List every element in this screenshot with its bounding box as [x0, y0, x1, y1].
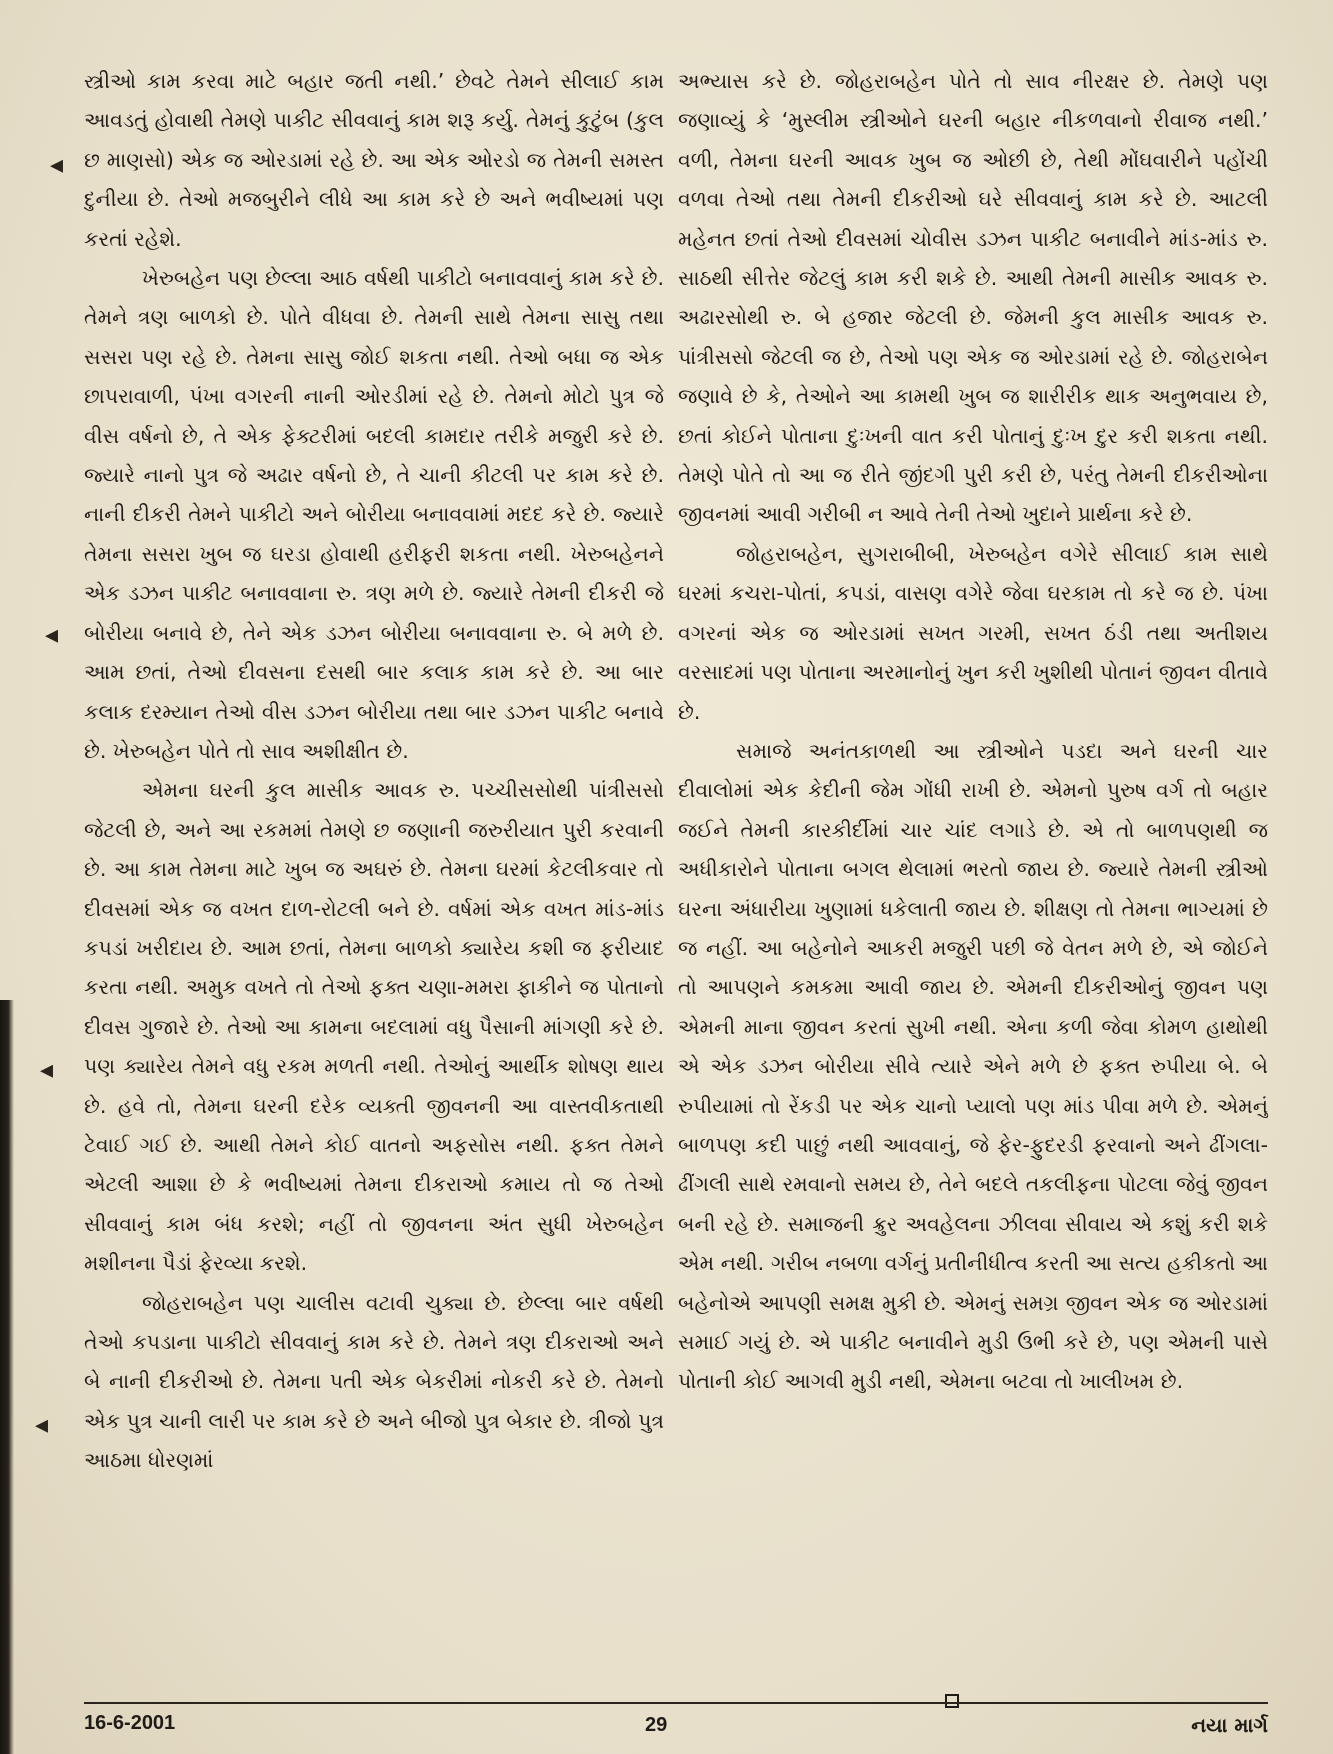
paragraph: એમના ઘરની કુલ માસીક આવક રુ. પચ્ચીસસોથી પાંત્રીસસો જેટલી છે, અને આ રકમમાં તેમણે છ જણાની જરુરીયાત પુરી કરવાની છે. આ કામ તેમના માટે ખુબ જ અઘરું છે. તેમના ઘરમાં કેટલીકવાર તો દીવસમાં એક જ વખત દાળ-રોટલી બને છે. વર્ષમાં એક વખત માંડ-માંડ કપડાં ખરીદાય છે. આમ છતાં, તેમના બાળકો ક્યારેય કશી જ ફરીયાદ કરતા નથી. અમુક વખતે તો તેઓ ફક્ત ચણા-મમરા ફાકીને જ પોતાનો દીવસ ગુજારે છે. તેઓ આ કામના બદલામાં વધુ પૈસાની માંગણી કરે છે. પણ ક્યારેય તેમને વધુ રકમ મળતી નથી. તેઓનું આર્થીક શોષણ થાય છે. હવે તો, તેમના ઘરની દરેક વ્યક્તી જીવનની આ વાસ્તવીકતાથી ટેવાઈ ગઈ છે. આથી તેમને કોઈ વાતનો અફસોસ નથી. ફક્ત તેમને એટલી આશા છે કે ભવીષ્યમાં તેમના દીકરાઓ કમાય તો જ તેઓ સીવવાનું કામ બંધ કરશે; નહીં તો જીવનના અંત સુધી ખેરુબહેન મશીનના પૈડાં ફેરવ્યા કરશે.	[84, 778, 664, 1276]
page-number: 29	[645, 1714, 668, 1736]
paragraph: અભ્યાસ કરે છે. જોહરાબહેન પોતે તો સાવ નીરક્ષર છે. તેમણે પણ જણાવ્યું કે ‘મુસ્લીમ સ્ત્રીઓને ઘરની બહાર નીકળવાનો રીવાજ નથી.’ વળી, તેમના ઘરની આવક ખુબ જ ઓછી છે, તેથી મોંઘવારીને પહોંચી વળવા તેઓ તથા તેમની દીકરીઓ ઘરે સીવવાનું કામ કરે છે. આટલી મહેનત છતાં તેઓ દીવસમાં ચોવીસ ડઝન પાકીટ બનાવીને માંડ-માંડ રુ. સાઠથી સીત્તેર જેટલું કામ કરી શકે છે. આથી તેમની માસીક આવક રુ. અઢારસોથી રુ. બે હજાર જેટલી છે. જેમની કુલ માસીક આવક રુ. પાંત્રીસસો જેટલી જ છે, તેઓ પણ એક જ ઓરડામાં રહે છે. જોહરાબેન જણાવે છે કે, તેઓને આ કામથી ખુબ જ શારીરીક થાક અનુભવાય છે, છતાં કોઈને પોતાના દુઃખની વાત કરી પોતાનું દુઃખ દુર કરી શકતા નથી. તેમણે પોતે તો આ જ રીતે જીંદગી પુરી કરી છે, પરંતુ તેમની દીકરીઓના જીવનમાં આવી ગરીબી ન આવે તેની તેઓ ખુદાને પ્રાર્થના કરે છે.	[678, 69, 1268, 527]
binding-shadow	[0, 1000, 14, 1754]
paragraph: ખેરુબહેન પણ છેલ્લા આઠ વર્ષથી પાકીટો બનાવવાનું કામ કરે છે. તેમને ત્રણ બાળકો છે. પોતે વીધવા છે. તેમની સાથે તેમના સાસુ તથા સસરા પણ રહે છે. તેમના સાસુ જોઈ શકતા નથી. તેઓ બધા જ એક છાપરાવાળી, પંખા વગરની નાની ઓરડીમાં રહે છે. તેમનો મોટો પુત્ર જે વીસ વર્ષનો છે, તે એક ફેક્ટરીમાં બદલી કામદાર તરીકે મજુરી કરે છે. જ્યારે નાનો પુત્ર જે અઢાર વર્ષનો છે, તે ચાની કીટલી પર કામ કરે છે. નાની દીકરી તેમને પાકીટો અને બોરીયા બનાવવામાં મદદ કરે છે. જ્યારે તેમના સસરા ખુબ જ ઘરડા હોવાથી હરીફરી શકતા નથી. ખેરુબહેનને એક ડઝન પાકીટ બનાવવાના રુ. ત્રણ મળે છે. જ્યારે તેમની દીકરી જે બોરીયા બનાવે છે, તેને એક ડઝન બોરીયા બનાવવાના રુ. બે મળે છે. આમ છતાં, તેઓ દીવસના દસથી બાર કલાક કામ કરે છે. આ બાર કલાક દરમ્યાન તેઓ વીસ ડઝન બોરીયા તથા બાર ડઝન પાકીટ બનાવે છે. ખેરુબહેન પોતે તો સાવ અશીક્ષીત છે.	[84, 266, 664, 763]
punch-hole-mark: ◂	[35, 1410, 49, 1440]
paragraph: જોહરાબહેન પણ ચાલીસ વટાવી ચુક્યા છે. છેલ્લા બાર વર્ષથી તેઓ કપડાના પાકીટો સીવવાનું કામ કરે છે. તેમને ત્રણ દીકરાઓ અને બે નાની દીકરીઓ છે. તેમના પતી એક બેકરીમાં નોકરી કરે છે. તેમનો એક પુત્ર ચાની લારી પર કામ કરે છે અને બીજો પુત્ર બેકાર છે. ત્રીજો પુત્ર આઠમા ધોરણમાં	[84, 1290, 664, 1473]
article-end-mark-icon	[945, 1694, 959, 1708]
punch-hole-mark: ◂	[50, 150, 64, 180]
paragraph: સ્ત્રીઓ કામ કરવા માટે બહાર જતી નથી.’ છેવટે તેમને સીલાઈ કામ આવડતું હોવાથી તેમણે પાકીટ સીવવાનું કામ શરૂ કર્યુ. તેમનું કુટુંબ (કુલ છ માણસો) એક જ ઓરડામાં રહે છે. આ એક ઓરડો જ તેમની સમસ્ત દુનીયા છે. તેઓ મજબુરીને લીધે આ કામ કરે છે અને ભવીષ્યમાં પણ કરતાં રહેશે.	[84, 69, 664, 251]
paragraph: સમાજે અનંતકાળથી આ સ્ત્રીઓને પડદા અને ઘરની ચાર દીવાલોમાં એક કેદીની જેમ ગોંધી રાખી છે. એમનો પુરુષ વર્ગ તો બહાર જઈને તેમની કારકીર્દીમાં ચાર ચાંદ લગાડે છે. એ તો બાળપણથી જ અધીકારોને પોતાના બગલ થેલામાં ભરતો જાય છે. જ્યારે તેમની સ્ત્રીઓ ઘરના અંધારીયા ખુણામાં ધકેલાતી જાય છે. શીક્ષણ તો તેમના ભાગ્યમાં છે જ નહીં. આ બહેનોને આકરી મજુરી પછી જે વેતન મળે છે, એ જોઈને તો આપણને કમકમા આવી જાય છે. એમની દીકરીઓનું જીવન પણ એમની માના જીવન કરતાં સુખી નથી. એના કળી જેવા કોમળ હાથોથી એ એક ડઝન બોરીયા સીવે ત્યારે એને મળે છે ફક્ત રુપીયા બે. બે રુપીયામાં તો રેંકડી પર એક ચાનો પ્યાલો પણ માંડ પીવા મળે છે. એમનું બાળપણ કદી પાછું નથી આવવાનું, જે ફેર-ફુદરડી ફરવાનો અને ઢીંગલા-ઢીંગલી સાથે રમવાનો સમય છે, તેને બદલે તકલીફના પોટલા જેવું જીવન બની રહે છે. સમાજની ક્રુર અવહેલના ઝીલવા સીવાય એ કશું કરી શકે એમ નથી. ગરીબ નબળા વર્ગનું પ્રતીનીધીત્વ કરતી આ સત્ય હકીકતો આ બહેનોએ આપણી સમક્ષ મુકી છે. એમનું સમગ્ર જીવન એક જ ઓરડામાં સમાઈ ગયું છે. એ પાકીટ બનાવીને મુડી ઉભી કરે છે, પણ એમની પાસે પોતાની કોઈ આગવી મુડી નથી, એમના બટવા તો ખાલીખમ છે.	[678, 738, 1268, 1394]
publication-name: નયા માર્ગ	[1191, 1713, 1268, 1737]
footer-date: 16-6-2001	[84, 1712, 176, 1734]
left-column	[84, 62, 664, 1652]
paragraph: જોહરાબહેન, સુગરાબીબી, ખેરુબહેન વગેરે સીલાઈ કામ સાથે ઘરમાં કચરા-પોતાં, કપડાં, વાસણ વગેરે જેવા ઘરકામ તો કરે જ છે. પંખા વગરનાં એક જ ઓરડામાં સખત ગરમી, સખત ઠંડી તથા અતીશય વરસાદમાં પણ પોતાના અરમાનોનું ખુન કરી ખુશીથી પોતાનં જીવન વીતાવે છે.	[678, 541, 1268, 724]
punch-hole-mark: ◂	[45, 620, 59, 650]
footer-rule	[84, 1702, 1268, 1704]
punch-hole-mark: ◂	[40, 1055, 54, 1085]
right-column	[678, 62, 1268, 1652]
